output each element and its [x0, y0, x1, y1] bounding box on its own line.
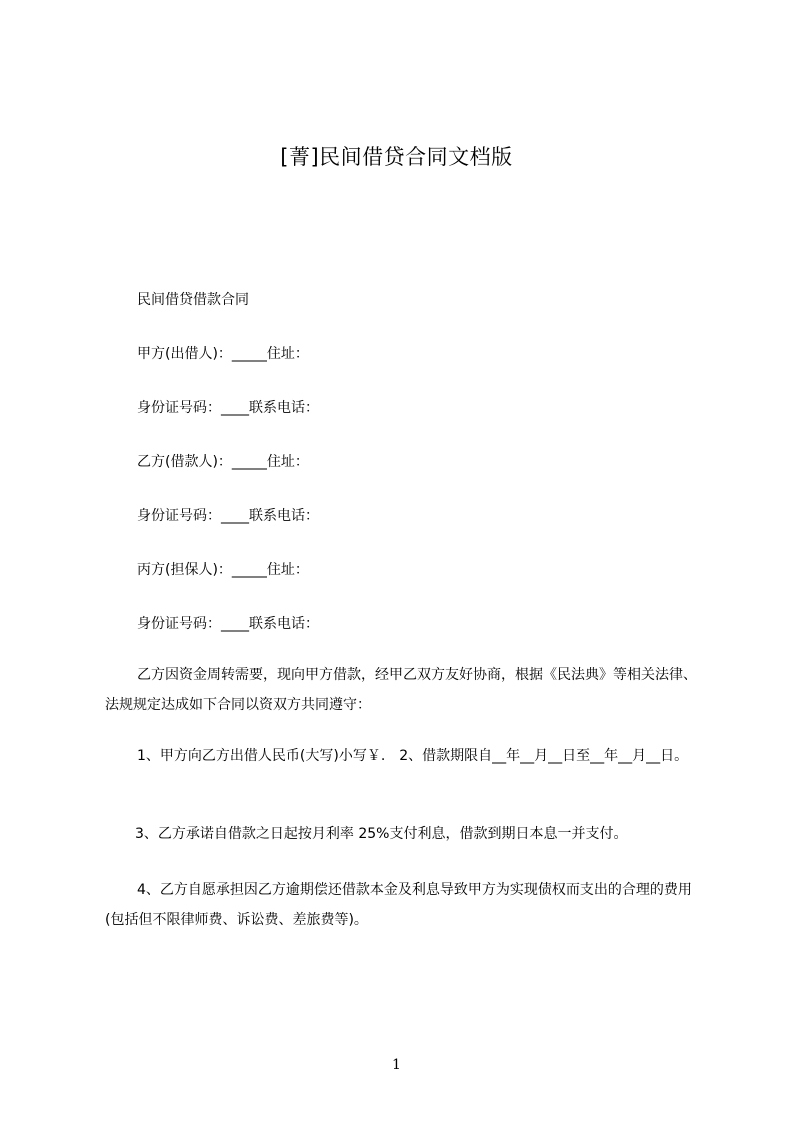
contract-heading: 民间借贷借款合同 — [137, 292, 249, 308]
clause-1-2-paragraph: 1、甲方向乙方出借人民币(大写)小写￥. 2、借款期限自__年__月__日至__年__月__日。 — [137, 748, 689, 764]
party-c-id-phone: 身份证号码：____联系电话： — [137, 616, 319, 632]
page-number: 1 — [392, 1057, 401, 1073]
document-title: [菁]民间借贷合同文档版 — [280, 145, 513, 169]
party-b-id-phone: 身份证号码：____联系电话： — [137, 508, 319, 524]
intro-paragraph: 乙方因资金周转需要，现向甲方借款，经甲乙双方友好协商，根据《民法典》等相关法律、法规规定达成如下合同以资双方共同遵守： — [105, 667, 697, 713]
party-c-info: 丙方(担保人)：_____住址： — [137, 562, 309, 578]
clause-3-paragraph: 3、乙方承诺自借款之日起按月利率 25%支付利息，借款到期日本息一并支付。 — [135, 826, 628, 842]
party-b-info: 乙方(借款人)：_____住址： — [137, 454, 309, 470]
party-a-id-phone: 身份证号码：____联系电话： — [137, 400, 319, 416]
clause-4-paragraph: 4、乙方自愿承担因乙方逾期偿还借款本金及利息导致甲方为实现债权而支出的合理的费用(包括但不限律师费、诉讼费、差旅费等)。 — [105, 882, 692, 928]
party-a-info: 甲方(出借人)：_____住址： — [137, 346, 309, 362]
